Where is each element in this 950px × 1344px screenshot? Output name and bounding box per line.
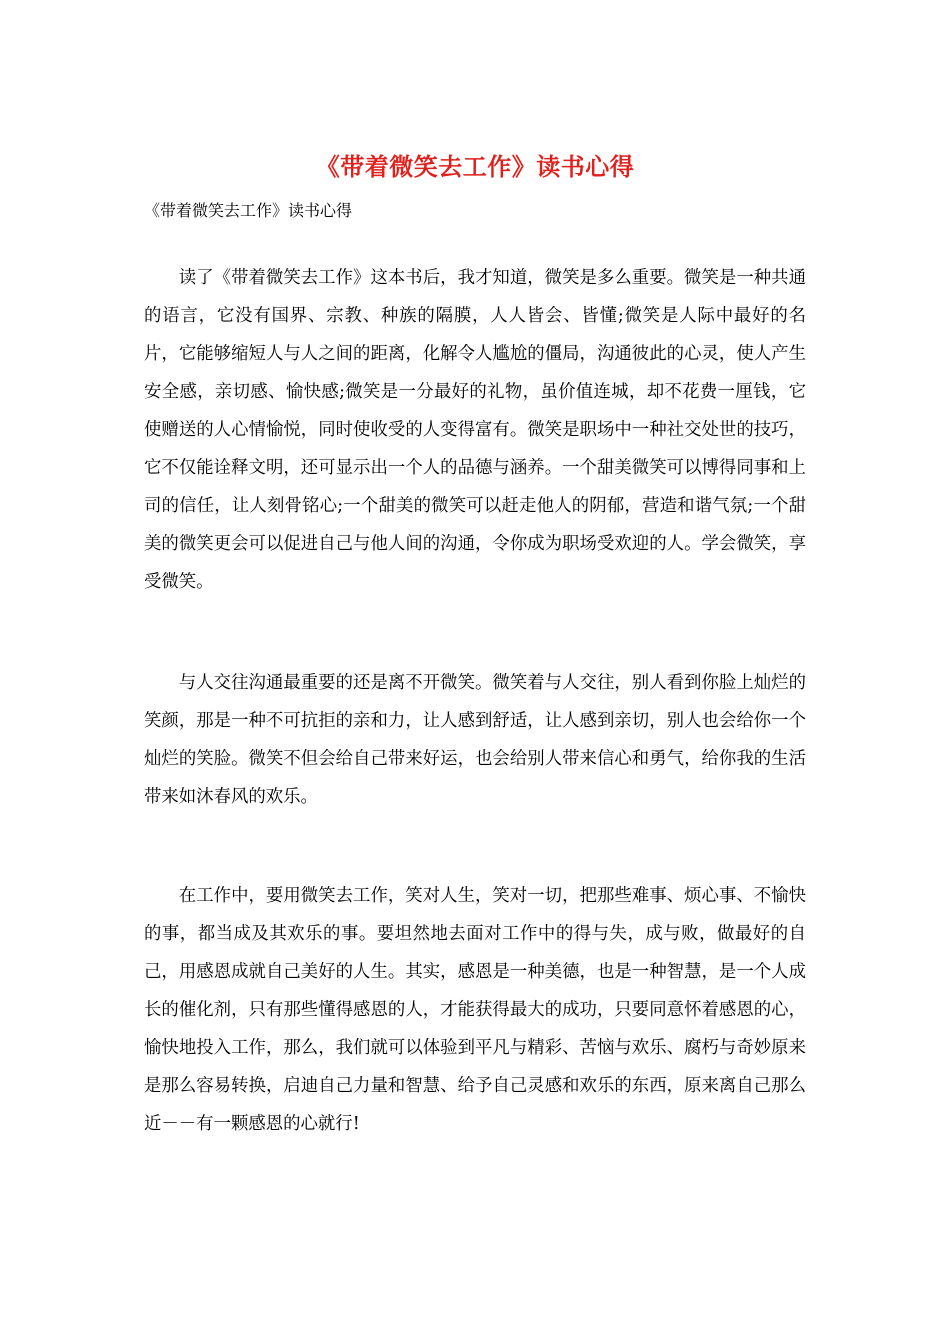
document-subtitle: 《带着微笑去工作》读书心得 (144, 201, 353, 220)
paragraph-2: 与人交往沟通最重要的还是离不开微笑。微笑着与人交往，别人看到你脸上灿烂的笑颜，那是一种不可抗拒的亲和力，让人感到舒适，让人感到亲切，别人也会给你一个灿烂的笑脸。微笑不但会给自己带来好运，也会给别人带来信心和勇气，给你我的生活带来如沐春风的欢乐。 (144, 673, 806, 807)
paragraph-1: 读了《带着微笑去工作》这本书后，我才知道，微笑是多么重要。微笑是一种共通的语言，它没有国界、宗教、种族的隔膜，人人皆会、皆懂;微笑是人际中最好的名片，它能够缩短人与人之间的距离，化解令人尴尬的僵局，沟通彼此的心灵，使人产生安全感，亲切感、愉快感;微笑是一分最好的礼物，虽价值连城，却不花费一厘钱，它使赠送的人心情愉悦，同时使收受的人变得富有。微笑是职场中一种社交处世的技巧，它不仅能诠释文明，还可显示出一个人的品德与涵养。一个甜美微笑可以博得同事和上司的信任，让人刻骨铭心;一个甜美的微笑可以赶走他人的阴郁，营造和谐气氛;一个甜美的微笑更会可以促进自己与他人间的沟通，令你成为职场受欢迎的人。学会微笑，享受微笑。 (144, 268, 806, 592)
paragraph-3: 在工作中，要用微笑去工作，笑对人生，笑对一切，把那些难事、烦心事、不愉快的事，都当成及其欢乐的事。要坦然地去面对工作中的得与失，成与败，做最好的自己，用感恩成就自己美好的人生。其实，感恩是一种美德，也是一种智慧，是一个人成长的催化剂，只有那些懂得感恩的人，才能获得最大的成功，只要同意怀着感恩的心，愉快地投入工作，那么，我们就可以体验到平凡与精彩、苦恼与欢乐、腐朽与奇妙原来是那么容易转换，启迪自己力量和智慧、给予自己灵感和欢乐的东西，原来离自己那么近－－有一颗感恩的心就行! (144, 886, 806, 1134)
document-title: 《带着微笑去工作》读书心得 (315, 152, 635, 181)
